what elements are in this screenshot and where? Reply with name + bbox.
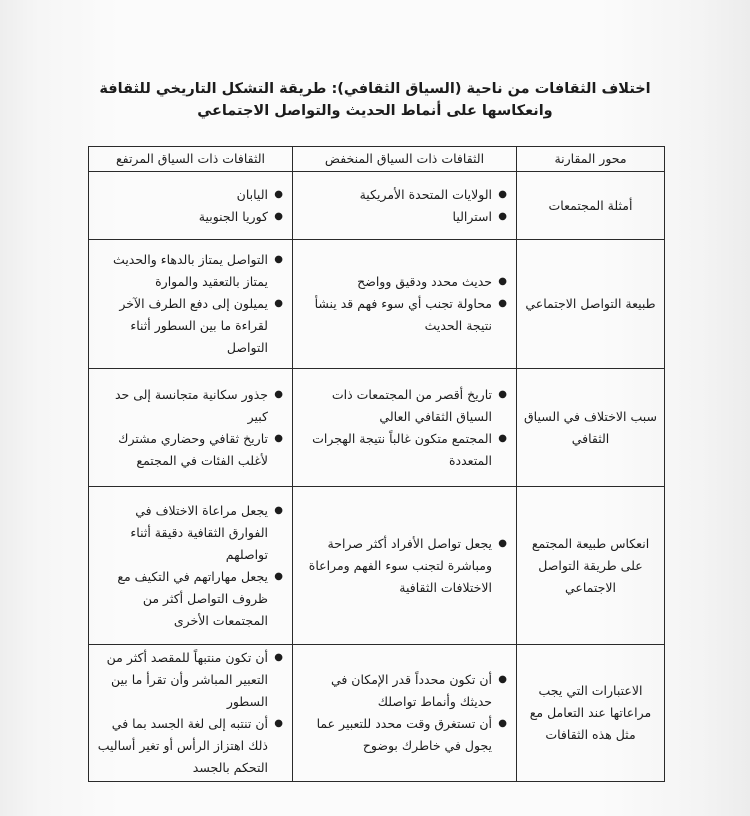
list-item <box>299 293 507 337</box>
bullet-icon: ● <box>498 674 507 685</box>
bullet-icon: ● <box>274 432 283 444</box>
list-item-text: حديث محدد ودقيق وواضح <box>357 274 492 289</box>
row-low-context <box>293 369 517 487</box>
row-low-context <box>293 240 517 369</box>
list-item-text: يجعل مراعاة الاختلاف في الفوارق الثقافية دقيقة أثناء تواصلهم <box>130 502 268 562</box>
list-item <box>95 428 283 472</box>
row-low-context <box>293 645 517 782</box>
list-item <box>95 713 283 779</box>
row-low-context <box>293 487 517 645</box>
list-item-text: أن تستغرق وقت محدد للتعبير عما يجول في خاطرك بوضوح <box>316 716 492 753</box>
list-item-text: أن تنتبه إلى لغة الجسد بما في ذلك اهتزاز الرأس أو تغير أساليب التحكم بالجسد <box>97 716 268 775</box>
list-item-text: تاريخ ثقافي وحضاري مشترك لأغلب الفئات في المجتمع <box>118 430 268 468</box>
row-axis: سبب الاختلاف في السياق الثقافي <box>517 369 665 487</box>
list-item <box>299 713 507 757</box>
title-line-2: وانعكاسها على أنماط الحديث والتواصل الاجتماعي <box>197 103 553 119</box>
list-item <box>299 206 507 228</box>
list-item-text: يجعل تواصل الأفراد أكثر صراحة ومباشرة لتجنب سوء الفهم ومراعاة الاختلافات الثقافية <box>308 535 492 595</box>
bullet-icon: ● <box>498 276 507 287</box>
list-item-text: يجعل مهاراتهم في التكيف مع ظروف التواصل أكثر من المجتمعات الأخرى <box>117 568 268 628</box>
bullet-icon: ● <box>498 432 507 444</box>
list-item <box>299 184 507 206</box>
comparison-table <box>88 146 665 782</box>
list-item-text: التواصل يمتاز بالدهاء والحديث يمتاز بالتعقيد والموارة <box>113 252 268 289</box>
list-item <box>95 249 283 293</box>
bullet-icon: ● <box>274 388 283 400</box>
list-item-text: يميلون إلى دفع الطرف الآخر لقراءة ما بين السطور أثناء التواصل <box>119 296 268 355</box>
bullet-icon: ● <box>498 718 507 729</box>
row-axis: طبيعة التواصل الاجتماعي <box>517 240 665 369</box>
list-item <box>95 206 283 228</box>
list-item-text: الولايات المتحدة الأمريكية <box>359 186 492 202</box>
list-item <box>299 271 507 293</box>
list-item-text: تاريخ أقصر من المجتمعات ذات السياق الثقافي العالي <box>331 386 492 424</box>
list-item <box>299 384 507 428</box>
list-item <box>95 647 283 713</box>
bullet-icon: ● <box>274 188 283 200</box>
list-item <box>95 384 283 428</box>
bullet-icon: ● <box>498 188 507 200</box>
table-row <box>89 172 665 240</box>
row-high-context <box>89 645 293 782</box>
row-high-context <box>89 369 293 487</box>
table-header-row <box>89 147 665 172</box>
list-item-text: استراليا <box>452 208 492 224</box>
header-high-context: الثقافات ذات السياق المرتفع <box>89 147 293 172</box>
row-low-context <box>293 172 517 240</box>
list-item <box>95 184 283 206</box>
list-item-text: أن تكون منتبهاً للمقصد أكثر من التعبير المباشر وأن تقرأ ما بين السطور <box>106 650 268 709</box>
bullet-icon: ● <box>274 570 283 582</box>
bullet-icon: ● <box>274 254 283 265</box>
bullet-icon: ● <box>274 210 283 222</box>
bullet-icon: ● <box>274 504 283 516</box>
bullet-icon: ● <box>498 298 507 309</box>
row-axis: انعكاس طبيعة المجتمع على طريقة التواصل الاجتماعي <box>517 487 665 645</box>
table-row <box>89 645 665 782</box>
list-item <box>299 669 507 713</box>
row-high-context <box>89 240 293 369</box>
table-row <box>89 487 665 645</box>
bullet-icon: ● <box>274 298 283 309</box>
bullet-icon: ● <box>498 210 507 222</box>
list-item-text: المجتمع متكون غالباً نتيجة الهجرات المتعددة <box>312 430 492 468</box>
list-item-text: محاولة تجنب أي سوء فهم قد ينشأ نتيجة الحديث <box>314 296 492 333</box>
table-row <box>89 240 665 369</box>
table-row <box>89 369 665 487</box>
header-axis: محور المقارنة <box>517 147 665 172</box>
page-title <box>40 78 710 122</box>
bullet-icon: ● <box>274 652 283 663</box>
list-item <box>299 533 507 599</box>
list-item <box>95 500 283 566</box>
bullet-icon: ● <box>498 388 507 400</box>
list-item-text: كوريا الجنوبية <box>198 208 268 224</box>
bullet-icon: ● <box>274 718 283 729</box>
title-line-1: اختلاف الثقافات من ناحية (السياق الثقافي): طريقة التشكل التاريخي للثقافة <box>99 81 651 97</box>
list-item <box>299 428 507 472</box>
row-high-context <box>89 487 293 645</box>
row-axis: الاعتبارات التي يجب مراعاتها عند التعامل مع مثل هذه الثقافات <box>517 645 665 782</box>
list-item <box>95 293 283 359</box>
list-item-text: جذور سكانية متجانسة إلى حد كبير <box>114 386 268 424</box>
row-axis: أمثلة المجتمعات <box>517 172 665 240</box>
bullet-icon: ● <box>498 537 507 549</box>
row-high-context <box>89 172 293 240</box>
list-item <box>95 566 283 632</box>
list-item-text: أن تكون محدداً قدر الإمكان في حديثك وأنماط تواصلك <box>330 672 492 709</box>
list-item-text: اليابان <box>236 186 268 202</box>
header-low-context: الثقافات ذات السياق المنخفض <box>293 147 517 172</box>
